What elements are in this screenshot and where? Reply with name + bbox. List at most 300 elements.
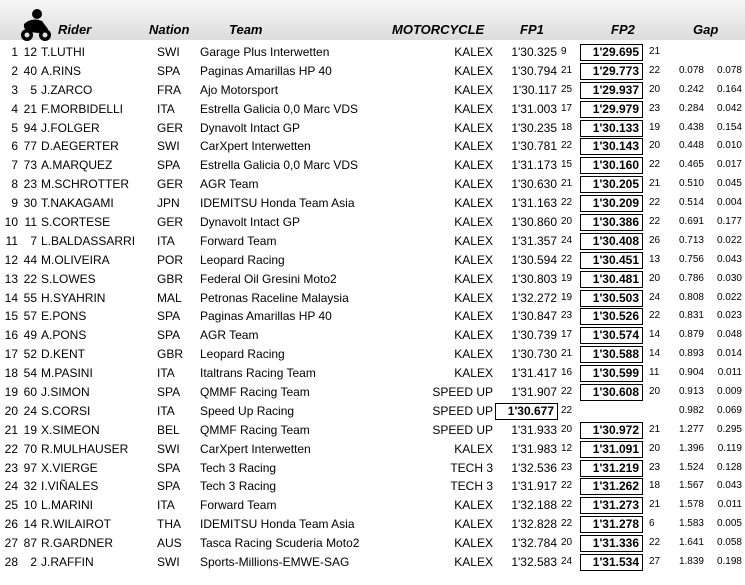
fp1-time: 1'31.907 xyxy=(511,385,557,400)
nation: SWI xyxy=(157,45,180,59)
table-row xyxy=(0,477,745,496)
gap-first: 0.284 xyxy=(678,102,704,114)
table-row xyxy=(0,232,745,251)
motorcycle: TECH 3 xyxy=(450,460,493,475)
motorcycle: KALEX xyxy=(454,63,493,78)
fp1-time: 1'30.117 xyxy=(512,82,557,97)
team-name: Tech 3 Racing xyxy=(200,460,277,475)
position: 2 xyxy=(11,63,18,78)
fp1-laps: 22 xyxy=(561,197,573,209)
rider-number: 21 xyxy=(23,101,37,116)
motorcycle: KALEX xyxy=(454,309,493,324)
fp1-laps: 21 xyxy=(561,348,573,360)
fp2-time: 1'29.773 xyxy=(580,63,643,80)
table-row xyxy=(0,421,745,440)
fp2-time: 1'30.588 xyxy=(580,346,643,363)
team-name: Leopard Racing xyxy=(200,347,285,362)
gap-first: 0.808 xyxy=(678,291,704,303)
rider-name: R.GARDNER xyxy=(41,536,114,551)
team-name: CarXpert Interwetten xyxy=(200,441,311,456)
rider-name: H.SYAHRIN xyxy=(41,290,106,305)
fp2-time: 1'31.336 xyxy=(580,535,643,552)
position: 17 xyxy=(4,347,18,362)
fp1-time: 1'30.630 xyxy=(511,177,557,192)
fp1-laps: 25 xyxy=(561,83,573,95)
fp1-laps: 19 xyxy=(561,272,573,284)
position: 22 xyxy=(4,441,18,456)
gap-previous: 0.177 xyxy=(716,216,742,228)
fp1-time: 1'31.917 xyxy=(511,479,557,494)
nation: ITA xyxy=(157,233,175,248)
team-name: IDEMITSU Honda Team Asia xyxy=(200,517,355,532)
fp1-time: 1'32.583 xyxy=(511,555,557,570)
fp1-laps: 22 xyxy=(561,140,573,152)
team-name: Sports-Millions-EMWE-SAG xyxy=(200,555,350,570)
table-header xyxy=(0,0,745,40)
fp2-time: 1'30.160 xyxy=(580,157,643,174)
fp1-laps: 23 xyxy=(561,461,573,473)
rider-name: L.BALDASSARRI xyxy=(41,233,136,248)
header-gap: Gap xyxy=(693,22,719,37)
position: 7 xyxy=(11,158,18,173)
gap-previous: 0.295 xyxy=(716,423,742,435)
position: 8 xyxy=(11,177,18,192)
position: 24 xyxy=(4,479,18,494)
nation: GER xyxy=(157,215,184,230)
gap-previous: 0.043 xyxy=(716,253,742,265)
table-row xyxy=(0,326,745,345)
gap-previous: 0.030 xyxy=(716,272,742,284)
fp1-laps: 18 xyxy=(561,121,573,133)
table-row xyxy=(0,459,745,478)
rider-number: 97 xyxy=(23,460,37,475)
motorcycle: KALEX xyxy=(454,215,493,230)
nation: BEL xyxy=(157,422,180,437)
fp2-laps: 13 xyxy=(649,253,661,265)
table-row xyxy=(0,81,745,100)
gap-first: 0.904 xyxy=(678,367,704,379)
nation: ITA xyxy=(157,101,175,116)
nation: THA xyxy=(157,517,181,532)
nation: POR xyxy=(157,252,184,267)
fp1-time: 1'30.235 xyxy=(511,120,557,135)
motorcycle: KALEX xyxy=(454,498,493,513)
fp1-laps: 20 xyxy=(561,537,573,549)
fp1-laps: 22 xyxy=(561,480,573,492)
team-name: AGR Team xyxy=(200,177,259,192)
motorcycle: SPEED UP xyxy=(432,385,493,400)
fp1-time: 1'30.803 xyxy=(511,271,557,286)
team-name: Estrella Galicia 0,0 Marc VDS xyxy=(200,101,359,116)
fp1-laps: 16 xyxy=(561,367,573,379)
gap-previous: 0.154 xyxy=(716,121,742,133)
gap-first: 0.913 xyxy=(678,386,704,398)
table-row xyxy=(0,119,745,138)
gap-first: 0.510 xyxy=(678,178,704,190)
position: 15 xyxy=(4,309,18,324)
fp2-time: 1'30.209 xyxy=(580,195,643,212)
fp1-time: 1'32.536 xyxy=(511,460,557,475)
gap-first: 0.242 xyxy=(678,83,704,95)
nation: SWI xyxy=(157,139,180,154)
fp1-time: 1'30.677 xyxy=(495,403,558,420)
gap-previous: 0.045 xyxy=(716,178,742,190)
team-name: Forward Team xyxy=(200,233,277,248)
fp1-laps: 9 xyxy=(561,46,567,57)
fp2-laps: 23 xyxy=(649,461,661,473)
nation: SPA xyxy=(157,328,181,343)
rider-number: 19 xyxy=(23,422,37,437)
fp1-time: 1'30.739 xyxy=(511,328,557,343)
team-name: Garage Plus Interwetten xyxy=(200,45,330,59)
fp1-time: 1'32.828 xyxy=(511,517,557,532)
rider-number: 60 xyxy=(23,385,37,400)
rider-number: 2 xyxy=(30,555,37,570)
position: 12 xyxy=(4,252,18,267)
fp2-laps: 21 xyxy=(649,423,661,435)
rider-number: 87 xyxy=(23,536,37,551)
table-row xyxy=(0,402,745,421)
motorcycle: KALEX xyxy=(454,45,493,59)
gap-previous: 0.042 xyxy=(716,102,742,114)
team-name: Italtrans Racing Team xyxy=(200,366,316,381)
gap-previous: 0.128 xyxy=(716,461,742,473)
fp1-time: 1'31.173 xyxy=(511,158,557,173)
rider-name: M.OLIVEIRA xyxy=(41,252,110,267)
team-name: Federal Oil Gresini Moto2 xyxy=(200,271,337,286)
gap-previous: 0.164 xyxy=(716,83,742,95)
fp2-laps: 22 xyxy=(649,64,661,76)
fp1-laps: 22 xyxy=(561,499,573,511)
rider-name: M.SCHROTTER xyxy=(41,177,129,192)
nation: GER xyxy=(157,120,184,135)
position: 25 xyxy=(4,498,18,513)
rider-number: 32 xyxy=(23,479,37,494)
table-row xyxy=(0,534,745,553)
fp1-time: 1'31.163 xyxy=(511,196,557,211)
gap-previous: 0.198 xyxy=(716,556,742,568)
nation: SWI xyxy=(157,441,180,456)
position: 6 xyxy=(11,139,18,154)
table-row xyxy=(0,440,745,459)
fp1-time: 1'30.781 xyxy=(511,139,557,154)
rider-name: A.MARQUEZ xyxy=(41,158,113,173)
table-row xyxy=(0,100,745,119)
position: 4 xyxy=(11,101,18,116)
motorcycle: KALEX xyxy=(454,120,493,135)
fp1-time: 1'31.003 xyxy=(511,101,557,116)
table-row xyxy=(0,62,745,81)
nation: SPA xyxy=(157,460,181,475)
rider-number: 22 xyxy=(23,271,37,286)
table-row xyxy=(0,213,745,232)
team-name: QMMF Racing Team xyxy=(200,422,310,437)
gap-first: 1.839 xyxy=(678,556,704,568)
position: 1 xyxy=(11,45,18,59)
gap-first: 0.691 xyxy=(678,216,704,228)
fp2-laps: 21 xyxy=(649,499,661,511)
rider-name: X.SIMEON xyxy=(41,422,100,437)
motorcycle: KALEX xyxy=(454,555,493,570)
team-name: Petronas Raceline Malaysia xyxy=(200,290,349,305)
gap-first: 0.078 xyxy=(678,64,704,76)
header-fp1: FP1 xyxy=(520,22,544,37)
fp1-time: 1'32.188 xyxy=(511,498,557,513)
fp1-laps: 19 xyxy=(561,291,573,303)
fp1-laps: 21 xyxy=(561,64,573,76)
fp1-laps: 22 xyxy=(561,518,573,530)
fp1-laps: 22 xyxy=(561,404,573,416)
position: 11 xyxy=(5,233,18,248)
rider-name: J.ZARCO xyxy=(41,82,93,97)
fp2-laps: 6 xyxy=(649,518,655,530)
gap-first: 0.786 xyxy=(678,272,704,284)
fp1-laps: 22 xyxy=(561,253,573,265)
table-row xyxy=(0,383,745,402)
gap-first: 0.514 xyxy=(678,197,704,209)
fp2-time: 1'30.143 xyxy=(580,138,643,155)
motorcycle: KALEX xyxy=(454,252,493,267)
gap-first: 0.438 xyxy=(678,121,704,133)
fp2-laps: 22 xyxy=(649,197,661,209)
position: 19 xyxy=(4,385,18,400)
rider-name: I.VIÑALES xyxy=(41,479,99,494)
rider-name: A.PONS xyxy=(41,328,87,343)
fp2-laps: 27 xyxy=(649,556,661,568)
rider-name: A.RINS xyxy=(41,63,82,78)
position: 14 xyxy=(4,290,18,305)
fp2-time: 1'30.526 xyxy=(580,308,643,325)
fp1-laps: 15 xyxy=(561,159,573,171)
fp2-laps: 23 xyxy=(649,102,661,114)
gap-first: 0.893 xyxy=(678,348,704,360)
header-team: Team xyxy=(229,22,263,37)
table-row xyxy=(0,251,745,270)
motorcycle: KALEX xyxy=(454,158,493,173)
team-name: IDEMITSU Honda Team Asia xyxy=(200,196,355,211)
fp2-time: 1'31.262 xyxy=(580,478,643,495)
position: 10 xyxy=(4,215,18,230)
fp2-time: 1'31.219 xyxy=(580,460,643,477)
gap-previous: 0.004 xyxy=(716,197,742,209)
team-name: Dynavolt Intact GP xyxy=(200,120,301,135)
nation: ITA xyxy=(157,498,175,513)
position: 21 xyxy=(4,422,18,437)
team-name: AGR Team xyxy=(200,328,259,343)
team-name: Paginas Amarillas HP 40 xyxy=(200,309,332,324)
fp2-laps: 14 xyxy=(649,348,661,360)
motorcycle: KALEX xyxy=(454,139,493,154)
rider-number: 73 xyxy=(23,158,37,173)
table-row xyxy=(0,364,745,383)
gap-previous: 0.078 xyxy=(716,64,742,76)
motorcycle: KALEX xyxy=(454,196,493,211)
fp2-time: 1'30.386 xyxy=(580,214,643,231)
rider-name: S.CORSI xyxy=(41,403,91,418)
fp2-laps: 11 xyxy=(649,367,660,379)
fp2-time: 1'30.408 xyxy=(580,233,643,250)
position: 18 xyxy=(4,366,18,381)
gap-first: 1.396 xyxy=(678,442,704,454)
fp2-time: 1'31.273 xyxy=(580,497,643,514)
motorcycle: KALEX xyxy=(454,328,493,343)
position: 3 xyxy=(11,82,18,97)
rider-number: 14 xyxy=(23,517,37,532)
fp1-time: 1'30.730 xyxy=(511,347,557,362)
position: 28 xyxy=(4,555,18,570)
rider-name: F.MORBIDELLI xyxy=(41,101,124,116)
rider-number: 10 xyxy=(23,498,37,513)
fp2-laps: 20 xyxy=(649,272,661,284)
rider-name: J.FOLGER xyxy=(41,120,100,135)
gap-previous: 0.017 xyxy=(716,159,742,171)
nation: AUS xyxy=(157,536,182,551)
gap-previous: 0.058 xyxy=(716,537,742,549)
fp2-laps: 20 xyxy=(649,83,661,95)
gap-first: 0.448 xyxy=(678,140,704,152)
fp1-time: 1'31.983 xyxy=(511,441,557,456)
rider-name: D.AEGERTER xyxy=(41,139,119,154)
gap-previous: 0.043 xyxy=(716,480,742,492)
nation: SPA xyxy=(157,479,181,494)
fp2-time: 1'30.599 xyxy=(580,365,643,382)
fp1-laps: 22 xyxy=(561,386,573,398)
rider-number: 5 xyxy=(30,82,37,97)
fp1-laps: 20 xyxy=(561,216,573,228)
fp1-laps: 23 xyxy=(561,310,573,322)
table-row xyxy=(0,307,745,326)
motorcycle: KALEX xyxy=(454,177,493,192)
rider-number: 94 xyxy=(23,120,37,135)
motorcycle: KALEX xyxy=(454,347,493,362)
position: 20 xyxy=(4,403,18,418)
motorcycle: KALEX xyxy=(454,233,493,248)
table-row xyxy=(0,553,745,572)
position: 23 xyxy=(4,460,18,475)
fp1-laps: 24 xyxy=(561,234,573,246)
team-name: Forward Team xyxy=(200,498,277,513)
rider-number: 30 xyxy=(23,196,37,211)
rider-number: 23 xyxy=(23,177,37,192)
nation: MAL xyxy=(157,290,182,305)
gap-first: 1.277 xyxy=(678,423,704,435)
rider-number: 11 xyxy=(24,215,37,230)
fp1-time: 1'31.417 xyxy=(511,366,557,381)
rider-number: 7 xyxy=(30,233,37,248)
results-table xyxy=(0,43,745,572)
fp2-time: 1'30.503 xyxy=(580,290,643,307)
fp2-time: 1'29.979 xyxy=(580,101,643,118)
header-fp2: FP2 xyxy=(611,22,635,37)
gap-first: 1.567 xyxy=(678,480,704,492)
fp2-time: 1'30.205 xyxy=(580,176,643,193)
fp2-laps: 20 xyxy=(649,140,661,152)
gap-previous: 0.005 xyxy=(716,518,742,530)
fp2-time: 1'30.972 xyxy=(580,422,643,439)
fp1-time: 1'30.847 xyxy=(511,309,557,324)
fp1-time: 1'31.357 xyxy=(511,233,557,248)
rider-name: R.MULHAUSER xyxy=(41,441,129,456)
rider-number: 12 xyxy=(23,45,37,59)
rider-number: 55 xyxy=(23,290,37,305)
gap-previous: 0.069 xyxy=(716,404,742,416)
rider-number: 52 xyxy=(23,347,37,362)
table-row xyxy=(0,175,745,194)
header-motorcycle: MOTORCYCLE xyxy=(392,22,485,37)
table-row xyxy=(0,496,745,515)
motorcycle: KALEX xyxy=(454,517,493,532)
nation: SPA xyxy=(157,309,181,324)
rider-name: T.LUTHI xyxy=(41,45,86,59)
motorcycle-rider-icon xyxy=(18,8,52,42)
gap-first: 0.756 xyxy=(678,253,704,265)
rider-name: S.CORTESE xyxy=(41,215,111,230)
nation: SPA xyxy=(157,63,181,78)
table-row xyxy=(0,137,745,156)
gap-previous: 0.119 xyxy=(717,442,742,454)
nation: SWI xyxy=(157,555,180,570)
rider-number: 49 xyxy=(23,328,37,343)
gap-previous: 0.023 xyxy=(716,310,742,322)
position: 27 xyxy=(4,536,18,551)
nation: SPA xyxy=(157,385,181,400)
fp1-laps: 24 xyxy=(561,556,573,568)
fp2-laps: 24 xyxy=(649,291,661,303)
team-name: QMMF Racing Team xyxy=(200,385,310,400)
fp1-time: 1'30.325 xyxy=(511,45,557,59)
team-name: Leopard Racing xyxy=(200,252,285,267)
fp1-time: 1'30.794 xyxy=(511,63,557,78)
fp2-time: 1'30.574 xyxy=(580,327,643,344)
nation: FRA xyxy=(157,82,181,97)
rider-number: 70 xyxy=(23,441,37,456)
gap-first: 1.578 xyxy=(678,499,704,511)
gap-first: 1.583 xyxy=(678,518,704,530)
fp2-laps: 21 xyxy=(649,178,661,190)
fp1-time: 1'32.272 xyxy=(511,290,557,305)
rider-number: 44 xyxy=(23,252,37,267)
rider-name: M.PASINI xyxy=(41,366,93,381)
nation: GBR xyxy=(157,347,184,362)
fp1-time: 1'30.594 xyxy=(511,252,557,267)
gap-first: 0.879 xyxy=(678,329,704,341)
fp2-time: 1'30.481 xyxy=(580,271,643,288)
nation: GBR xyxy=(157,271,184,286)
team-name: Dynavolt Intact GP xyxy=(200,215,301,230)
position: 13 xyxy=(4,271,18,286)
team-name: CarXpert Interwetten xyxy=(200,139,311,154)
motorcycle: TECH 3 xyxy=(450,479,493,494)
gap-first: 1.641 xyxy=(678,537,704,549)
team-name: Estrella Galicia 0,0 Marc VDS xyxy=(200,158,359,173)
rider-number: 57 xyxy=(23,309,37,324)
fp2-time: 1'30.608 xyxy=(580,384,643,401)
fp2-time: 1'31.091 xyxy=(580,441,643,458)
rider-number: 40 xyxy=(23,63,37,78)
team-name: Tech 3 Racing xyxy=(200,479,277,494)
fp2-laps: 22 xyxy=(649,216,661,228)
motorcycle: KALEX xyxy=(454,290,493,305)
nation: JPN xyxy=(157,196,180,211)
fp1-time: 1'31.933 xyxy=(511,422,557,437)
rider-name: T.NAKAGAMI xyxy=(41,196,114,211)
rider-name: J.SIMON xyxy=(41,385,90,400)
fp1-laps: 17 xyxy=(561,102,573,114)
rider-number: 54 xyxy=(23,366,37,381)
gap-previous: 0.022 xyxy=(716,234,742,246)
position: 26 xyxy=(4,517,18,532)
motorcycle: KALEX xyxy=(454,82,493,97)
